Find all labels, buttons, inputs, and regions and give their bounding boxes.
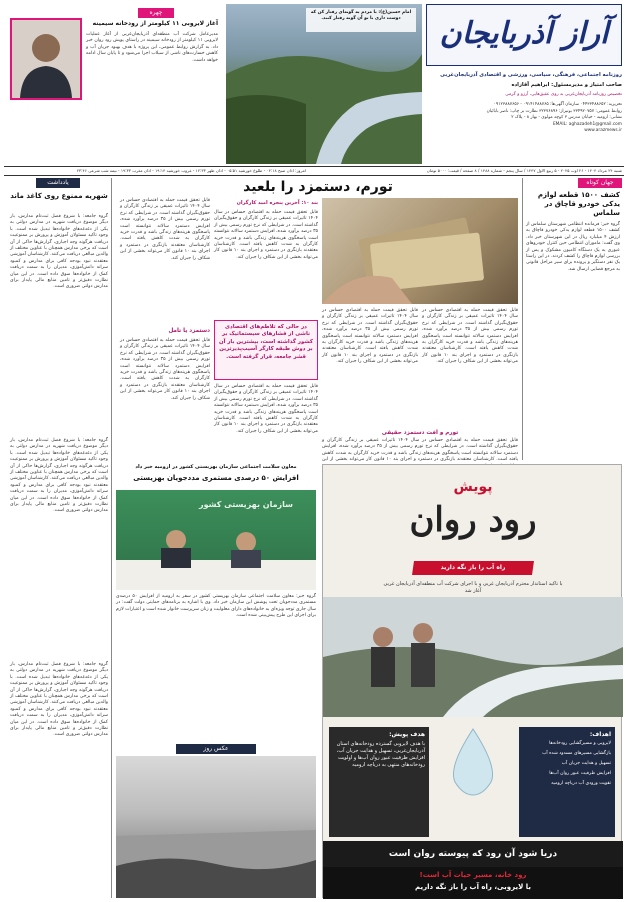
ad-rood-ravan — [322, 464, 622, 898]
profile-block — [6, 4, 222, 164]
water-drop-icon — [443, 727, 503, 797]
insurance-text: گروه خبر: معاون سلامت اجتماعی سازمان بهزیستی کشور در سفر به ارومیه از افزایش ۵۰ درصدی مستمری مددجویان تحت پوشش این سازمان خبر داد. وی با اشاره به برنامه‌های حمایتی دولت گفت: در سال جاری توجه ویژه‌ای به خانواده‌های دارای معلولیت و زنان سرپرست خانوار شده است و اعتبارات لازم برای اجرای این طرح پیش‌بینی شده است. — [116, 594, 316, 619]
goal-item: تسهیل و هدایت جریان آب — [561, 761, 611, 766]
section-tag-world: جهان کوتاه — [578, 178, 622, 188]
goal-item: لایروبی و مسیرگشایی رودخانه‌ها — [549, 741, 611, 746]
website-line: www.arazmews.ir — [584, 128, 622, 134]
ad-footer-white: با لایروبی، راه آب را باز نگه داریم — [414, 883, 532, 891]
left-headline: شهریه ممنوع روی کاغذ ماند — [10, 192, 108, 200]
goal-item: افزایش ظرفیت عبور روان آب‌ها — [549, 771, 611, 776]
masthead-contact — [426, 102, 622, 135]
person-portrait-icon — [12, 20, 80, 98]
main-subhead-1: دستمزد یا تامل — [168, 328, 210, 334]
ad-slogan: دریا شود آن رود که پیوسته روان است — [388, 849, 558, 859]
daily-quote: امام حسین(ع): با مردم به گونه‌ای رفتار کن که دوست داری با تو آن گونه رفتار کنند. — [310, 10, 412, 21]
masthead-subtitle: روزنامه اجتماعی، فرهنگی، سیاسی، ورزشی و اقتصادی آذربایجان‌غربی — [440, 72, 622, 78]
main-text-col1: قابل تحقق قیمت حمله به اقتصادی حساس در سال ۱۴۰۴ تاثیرات عمیقی بر زندگی کارگران و حقوق‌بگیران گذاشته است. در شرایطی که نرخ تورم رسمی بیش از ۳۵ درصد برآورد شده، افزایش دستمزد سالانه نتوانسته است پاسخگوی هزینه‌های زندگی باشد و قدرت خرید کارگران به شدت کاهش یافته است. کارشناسان معتقدند بازنگری در دستمزد و اجرای بند ۱۰ قانون کار می‌تواند بخشی از این شکاف را جبران کند. — [214, 210, 318, 260]
date-line: شنبه ۲۴ مرداد ۱۴۰۴ - ۲۶ اوت ۲۰۲۵ - ۵ ربیع الاول ۱۴۴۷ / سال پنجم - شماره ۱۴۸۸ / ۸ صفحه / قیمت: ۵۰۰۰ تومان — [426, 168, 622, 173]
photo-of-day — [116, 756, 316, 898]
right-headline: کشف ۱۵۰۰ قطعه لوازم یدکی خودرو قاچاق در سلماس — [537, 191, 620, 217]
main-text-col2b: قابل تحقق قیمت حمله به اقتصادی حساس در سال ۱۴۰۴ تاثیرات عمیقی بر زندگی کارگران و حقوق‌بگیران گذاشته است. در شرایطی که نرخ تورم رسمی بیش از ۳۵ درصد برآورد شده، افزایش دستمزد سالانه نتوانسته است پاسخگوی هزینه‌های زندگی باشد و قدرت خرید کارگران به شدت کاهش یافته است. کارشناسان معتقدند بازنگری در دستمزد و اجرای بند ۱۰ قانون کار می‌تواند بخشی از این شکاف را جبران کند. — [214, 384, 318, 434]
lake-landscape-icon — [116, 756, 316, 898]
ad-sponsor: با تاکید استاندار محترم آذربایجان غربی و با اجرای شرکت آب منطقه‌ای آذربایجان غربی آغاز شد — [383, 581, 563, 594]
ad-title: رود روان — [409, 500, 537, 540]
main-subhead-2: تورم و افت دستمزد حقیقی — [381, 430, 459, 436]
main-text-col5: قابل تحقق قیمت حمله به اقتصادی حساس در سال ۱۴۰۴ تاثیرات عمیقی بر زندگی کارگران و حقوق‌بگیران گذاشته است. در شرایطی که نرخ تورم رسمی بیش از ۳۵ درصد برآورد شده، افزایش دستمزد سالانه نتوانسته است پاسخگوی هزینه‌های زندگی باشد و قدرت خرید کارگران به شدت کاهش یافته است. کارشناسان معتقدند بازنگری در دستمزد و اجرای بند ۱۰ قانون کار می‌تواند بخشی از این شکاف را جبران کند. — [422, 308, 518, 365]
email-line: EMAIL: aghazadeh1@gmail.com — [552, 121, 622, 127]
contact-line: تحریریه: ۰۴۴۳۳۴۸۸۶۵۲ سازمان آگهی‌ها: ۰۹۱۴۱۴۸۸۷۶۵ - ۰۹۱۲۳۸۸۷۶۵۶ — [493, 102, 622, 107]
masthead-title: آراز آذربایجان — [439, 16, 609, 51]
goal-item: تقویت ورودی آب دریاچه ارومیه — [551, 781, 611, 786]
main-headline: تورم، دستمزد را بلعید — [243, 179, 393, 195]
goal-item: بازگشایی مسیرهای مسدود شده آب — [542, 751, 611, 756]
main-text-col3b: قابل تحقق قیمت حمله به اقتصادی حساس در سال ۱۴۰۴ تاثیرات عمیقی بر زندگی کارگران و حقوق‌بگیران گذاشته است. در شرایطی که نرخ تورم رسمی بیش از ۳۵ درصد برآورد شده، افزایش دستمزد سالانه نتوانسته است پاسخگوی هزینه‌های زندگی باشد و قدرت خرید کارگران به شدت کاهش یافته است. کارشناسان معتقدند بازنگری در دستمزد و اجرای بند ۱۰ قانون کار می‌تواند بخشی از این شکاف را جبران کند. — [120, 338, 211, 401]
meeting-banner: سازمان بهزیستی کشور — [198, 500, 293, 509]
ad-footer-red: رود خانه، مسیر حیات آب است! — [419, 871, 527, 879]
right-text: گروه خبر: فرمانده انتظامی شهرستان سلماس از کشف ۱۵۰۰ قطعه لوازم یدکی خودرو قاچاق به ارزش ۴ میلیارد ریال در این شهرستان خبر داد. وی گفت: ماموران انتظامی حین کنترل خودروهای عبوری به یک دستگاه کامیون مشکوک و پس از بررسی لوازم قاچاق را کشف کردند. در این راستا یک نفر دستگیر و پرونده برای سیر مراحل قانونی به مرجع قضایی ارسال شد. — [526, 222, 620, 272]
goals-box — [519, 727, 615, 837]
left-text-3: گروه جامعه: با شروع فصل ثبت‌نام مدارس، بار دیگر موضوع دریافت شهریه در مدارس دولتی به یکی از دغدغه‌های خانواده‌ها تبدیل شده است. با وجود تاکید مسئولان آموزش و پرورش بر ممنوعیت دریافت هرگونه وجه اجباری، گزارش‌ها حاکی از آن است که برخی مدارس همچنان با عناوین مختلف از والدین مبالغی دریافت می‌کنند. کارشناسان آموزشی معتقدند نبود بودجه کافی برای مدارس و کمبود سرانه دانش‌آموزی، مدیران را به سمت دریافت کمک از خانواده‌ها سوق داده است. در این میان نظارت دقیق‌تر و تامین منابع مالی پایدار برای مدارس دولتی ضروری است. — [10, 662, 108, 738]
ad-label: پویش — [453, 479, 493, 495]
profile-headline: آغاز لایروبی ۱۱ کیلومتر از رودخانه سیمینه — [92, 20, 218, 27]
insurance-kicker: معاون سلامت اجتماعی سازمان بهزیستی کشور در ارومیه خبر داد — [135, 464, 297, 470]
left-text-2: گروه جامعه: با شروع فصل ثبت‌نام مدارس، بار دیگر موضوع دریافت شهریه در مدارس دولتی به یکی از دغدغه‌های خانواده‌ها تبدیل شده است. با وجود تاکید مسئولان آموزش و پرورش بر ممنوعیت دریافت هرگونه وجه اجباری، گزارش‌ها حاکی از آن است که برخی مدارس همچنان با عناوین مختلف از والدین مبالغی دریافت می‌کنند. کارشناسان آموزشی معتقدند نبود بودجه کافی برای مدارس و کمبود سرانه دانش‌آموزی، مدیران را به سمت دریافت کمک از خانواده‌ها سوق داده است. در این میان نظارت دقیق‌تر و تامین منابع مالی پایدار برای مدارس دولتی ضروری است. — [10, 438, 108, 514]
left-text-1: گروه جامعه: با شروع فصل ثبت‌نام مدارس، بار دیگر موضوع دریافت شهریه در مدارس دولتی به یکی از دغدغه‌های خانواده‌ها تبدیل شده است. با وجود تاکید مسئولان آموزش و پرورش بر ممنوعیت دریافت هرگونه وجه اجباری، گزارش‌ها حاکی از آن است که برخی مدارس همچنان با عناوین مختلف از والدین مبالغی دریافت می‌کنند. کارشناسان آموزشی معتقدند نبود بودجه کافی برای مدارس و کمبود سرانه دانش‌آموزی، مدیران را به سمت دریافت کمک از خانواده‌ها سوق داده است. در این میان نظارت دقیق‌تر و تامین منابع مالی پایدار برای مدارس دولتی ضروری است. — [10, 214, 108, 290]
hands-money-icon — [322, 198, 518, 304]
money-photo — [322, 198, 518, 304]
river-scene-icon — [323, 597, 623, 717]
section-tag-face: چهره — [138, 8, 174, 18]
purpose-text: با هدف لایروبی گسترده رودخانه‌های استان آذربایجان‌غربی، تسهیل و هدایت جریان آب، افزایش ظرفیت عبور روان آب‌ها و اولویت رودخانه‌های منتهی به دریاچه ارومیه — [336, 741, 425, 768]
main-kicker: بند ۱۰: آخرین پنجره امید کارگران — [236, 200, 318, 206]
profile-text: مدیرعامل شرکت آب منطقه‌ای آذربایجان‌غربی از آغاز عملیات لایروبی ۱۱ کیلومتر از رودخانه سیمینه در راستای پویش رود روان خبر داد. به گزارش روابط عمومی، این پروژه با هدف بهبود جریان آب و کاهش خسارت‌های ناشی از سیلاب اجرا می‌شود و تا پایان سال ادامه خواهد داشت. — [86, 32, 218, 63]
section-tag-note: یادداشت — [36, 178, 80, 188]
main-pullquote: در حالی که تلاطم‌های اقتصادی ناشی از فشارهای سیستماتیک بر کشور گذاشته است، بیشترین بار آن بر دوش طبقه کارگر آسیب‌پذیرترین قشر جامعه، قرار گرفته است. — [219, 324, 313, 360]
purpose-box — [329, 727, 429, 837]
main-text-col4: قابل تحقق قیمت حمله به اقتصادی حساس در سال ۱۴۰۴ تاثیرات عمیقی بر زندگی کارگران و حقوق‌بگیران گذاشته است. در شرایطی که نرخ تورم رسمی بیش از ۳۵ درصد برآورد شده، افزایش دستمزد سالانه نتوانسته است پاسخگوی هزینه‌های زندگی باشد و قدرت خرید کارگران به شدت کاهش یافته است. کارشناسان معتقدند بازنگری در دستمزد و اجرای بند ۱۰ قانون کار می‌تواند بخشی از این شکاف را جبران کند. — [322, 308, 418, 365]
main-text-col3: قابل تحقق قیمت حمله به اقتصادی حساس در سال ۱۴۰۴ تاثیرات عمیقی بر زندگی کارگران و حقوق‌بگیران گذاشته است. در شرایطی که نرخ تورم رسمی بیش از ۳۵ درصد برآورد شده، افزایش دستمزد سالانه نتوانسته است پاسخگوی هزینه‌های زندگی باشد و قدرت خرید کارگران به شدت کاهش یافته است. کارشناسان معتقدند بازنگری در دستمزد و اجرای بند ۱۰ قانون کار می‌تواند بخشی از این شکاف را جبران کند. — [120, 198, 211, 261]
prayer-line: امروز: اذان صبح ۰۴:۱۸ - طلوع خورشید ۰۵:۵۱ - اذان ظهر ۱۲:۳۳ - غروب خورشید ۱۹:۱۴ - اذان مغرب ۱۹:۳۳ - نیمه شب شرعی ۲۳:۴۶ — [76, 168, 306, 173]
ad-ribbon-text: راه آب را باز نگه دارید — [440, 564, 506, 571]
goals-title: اهداف: — [589, 731, 611, 738]
profile-photo — [10, 18, 82, 100]
masthead — [426, 4, 622, 164]
main-text-col6: قابل تحقق قیمت حمله به اقتصادی حساس در سال ۱۴۰۴ تاثیرات عمیقی بر زندگی کارگران و حقوق‌بگیران گذاشته است. در شرایطی که نرخ تورم رسمی بیش از ۳۵ درصد برآورد شده، افزایش دستمزد سالانه نتوانسته است پاسخگوی هزینه‌های زندگی باشد و قدرت خرید کارگران به شدت کاهش یافته است. کارشناسان معتقدند بازنگری در دستمزد و اجرای بند ۱۰ قانون کار می‌تواند بخشی از این — [322, 438, 519, 463]
masthead-ad-line: تخصیص روزنامه آذربایجان‌غربی به روی عقیق‌هایی، آرزو و گرمی — [505, 92, 622, 97]
photo-of-day-tag: عکس روز — [176, 744, 256, 754]
meeting-photo — [116, 490, 316, 590]
right-news-column — [522, 178, 622, 460]
quote-photo — [226, 4, 422, 164]
masthead-owner: صاحب امتیاز و مدیرمسئول: ابراهیم آقازاده — [511, 82, 622, 88]
insurance-headline: افزایش ۵۰ درصدی مستمری مددجویان بهزیستی — [133, 474, 299, 482]
purpose-title: هدف پویش: — [389, 731, 425, 738]
contact-line: نشانی: ارومیه - خیابان مدرس ۳ کوچه مولوی - بهار ۸ - پلاک ۲ — [511, 115, 622, 121]
left-column — [6, 178, 112, 898]
contact-line: روابط عمومی: ۳۳۴۹۲۰۷۵۷ بوتیراژ: ۳۲۳۷۶۸۹۶ نظارت بر چاپ: ناصر بابائیان — [486, 108, 622, 114]
